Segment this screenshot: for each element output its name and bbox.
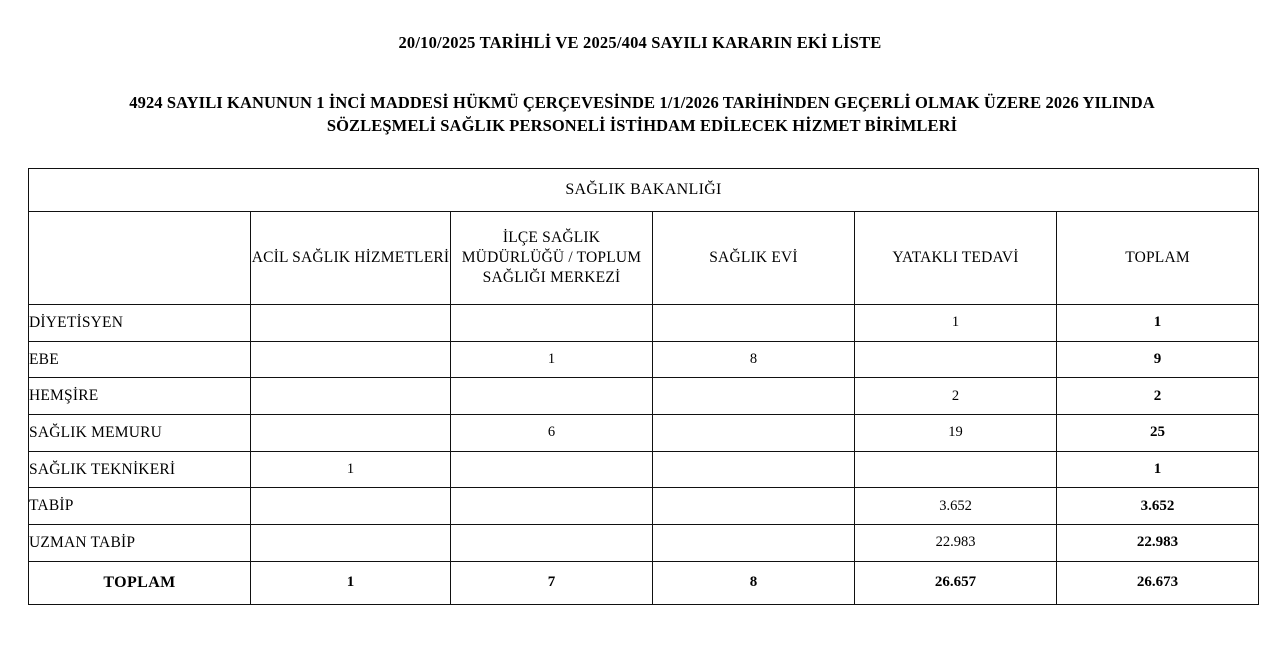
table-row — [29, 341, 1259, 378]
table-column-header-row — [29, 212, 1259, 305]
cell-ilce — [451, 488, 653, 525]
ministry-header-cell: SAĞLIK BAKANLIĞI — [29, 169, 1259, 212]
cell-acil — [251, 305, 451, 342]
row-label: UZMAN TABİP — [29, 525, 251, 562]
cell-toplam: 22.983 — [1057, 525, 1259, 562]
row-label: TABİP — [29, 488, 251, 525]
total-cell-saglik-evi: 8 — [653, 561, 855, 604]
cell-toplam: 25 — [1057, 415, 1259, 452]
row-label: SAĞLIK TEKNİKERİ — [29, 451, 251, 488]
personnel-table — [28, 168, 1259, 605]
column-header-rowlabel — [29, 212, 251, 305]
row-label: SAĞLIK MEMURU — [29, 415, 251, 452]
cell-acil — [251, 415, 451, 452]
row-label: HEMŞİRE — [29, 378, 251, 415]
cell-yatakli: 1 — [855, 305, 1057, 342]
document-subtitle-line-2: SÖZLEŞMELİ SAĞLIK PERSONELİ İSTİHDAM EDİLECEK HİZMET BİRİMLERİ — [326, 116, 958, 136]
cell-yatakli — [855, 451, 1057, 488]
cell-saglik-evi — [653, 305, 855, 342]
table-row — [29, 488, 1259, 525]
cell-acil — [251, 341, 451, 378]
column-header-yatakli-tedavi: YATAKLI TEDAVİ — [855, 212, 1057, 305]
total-cell-ilce: 7 — [451, 561, 653, 604]
cell-ilce — [451, 378, 653, 415]
row-label: EBE — [29, 341, 251, 378]
cell-acil — [251, 525, 451, 562]
cell-toplam: 9 — [1057, 341, 1259, 378]
table-row — [29, 451, 1259, 488]
column-header-saglik-evi: SAĞLIK EVİ — [653, 212, 855, 305]
cell-acil: 1 — [251, 451, 451, 488]
cell-saglik-evi: 8 — [653, 341, 855, 378]
cell-yatakli: 22.983 — [855, 525, 1057, 562]
cell-toplam: 2 — [1057, 378, 1259, 415]
cell-toplam: 1 — [1057, 451, 1259, 488]
cell-ilce: 1 — [451, 341, 653, 378]
table-total-row — [29, 561, 1259, 604]
row-label: DİYETİSYEN — [29, 305, 251, 342]
cell-yatakli — [855, 341, 1057, 378]
table-ministry-header-row — [29, 169, 1259, 212]
total-row-label: TOPLAM — [29, 561, 251, 604]
cell-saglik-evi — [653, 525, 855, 562]
cell-toplam: 1 — [1057, 305, 1259, 342]
cell-saglik-evi — [653, 451, 855, 488]
cell-acil — [251, 488, 451, 525]
cell-ilce — [451, 305, 653, 342]
column-header-ilce-saglik-mudurlugu: İLÇE SAĞLIK MÜDÜRLÜĞÜ / TOPLUM SAĞLIĞI MERKEZİ — [451, 212, 653, 305]
document-subtitle — [0, 53, 1280, 138]
cell-yatakli: 2 — [855, 378, 1057, 415]
cell-toplam: 3.652 — [1057, 488, 1259, 525]
cell-ilce: 6 — [451, 415, 653, 452]
column-header-acil-saglik-hizmetleri: ACİL SAĞLIK HİZMETLERİ — [251, 212, 451, 305]
column-header-toplam: TOPLAM — [1057, 212, 1259, 305]
table-row — [29, 305, 1259, 342]
total-cell-toplam: 26.673 — [1057, 561, 1259, 604]
personnel-table-container — [28, 168, 1258, 605]
cell-saglik-evi — [653, 488, 855, 525]
cell-ilce — [451, 525, 653, 562]
cell-saglik-evi — [653, 415, 855, 452]
total-cell-yatakli: 26.657 — [855, 561, 1057, 604]
total-cell-acil: 1 — [251, 561, 451, 604]
table-row — [29, 525, 1259, 562]
cell-ilce — [451, 451, 653, 488]
cell-yatakli: 3.652 — [855, 488, 1057, 525]
cell-yatakli: 19 — [855, 415, 1057, 452]
table-row — [29, 415, 1259, 452]
cell-saglik-evi — [653, 378, 855, 415]
document-subtitle-line-1: 4924 SAYILI KANUNUN 1 İNCİ MADDESİ HÜKMÜ ÇERÇEVESİNDE 1/1/2026 TARİHİNDEN GEÇERLİ OLMAK ÜZERE 2026 YILINDA — [129, 92, 1155, 112]
table-row — [29, 378, 1259, 415]
document-title: 20/10/2025 TARİHLİ VE 2025/404 SAYILI KARARIN EKİ LİSTE — [398, 33, 882, 52]
cell-acil — [251, 378, 451, 415]
